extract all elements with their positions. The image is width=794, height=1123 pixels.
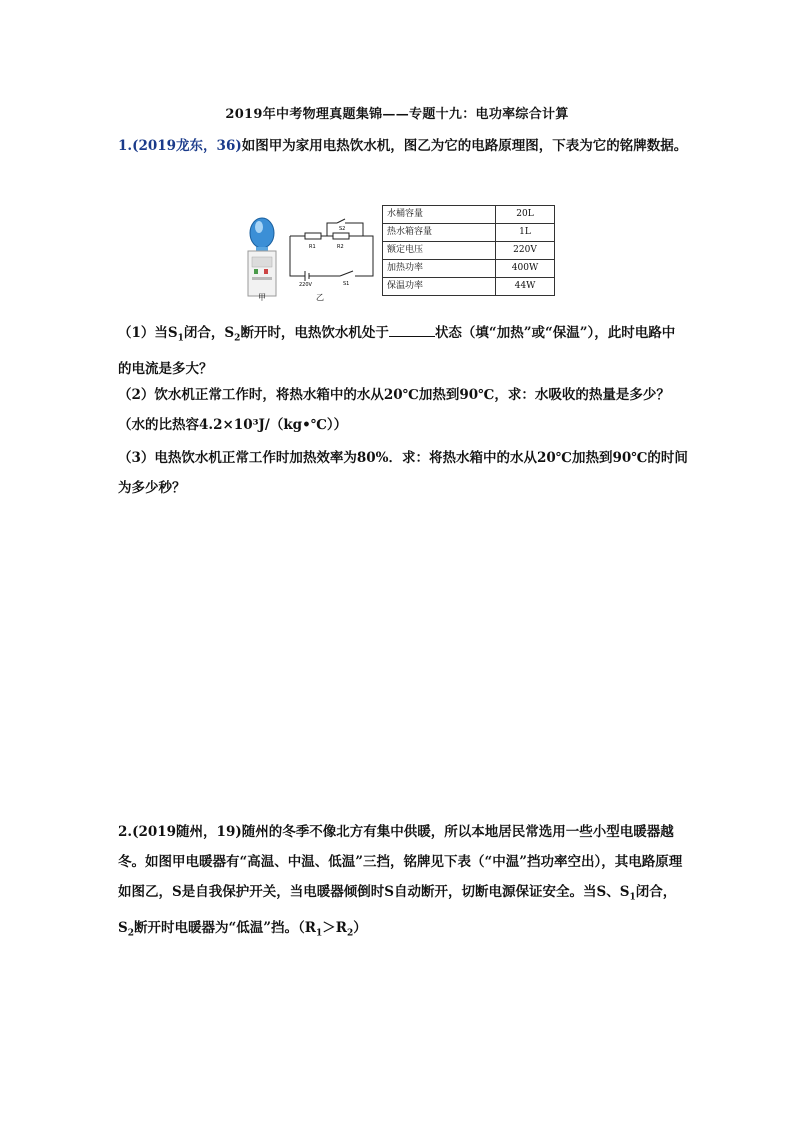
question-1-intro	[118, 131, 688, 161]
figure-label-jia: 甲	[258, 293, 266, 302]
table-row: 额定电压 220V	[383, 242, 555, 260]
figure-label-yi: 乙	[316, 293, 324, 302]
table-row: 保温功率 44W	[383, 278, 555, 296]
label-voltage: 220V	[299, 282, 312, 288]
question-1-part-3: （3）电热饮水机正常工作时加热效率为80%．求：将热水箱中的水从20℃加热到90℃的时间为多少秒？	[118, 450, 688, 496]
question-2-source: (2019随州，19)	[132, 824, 242, 840]
label-r2: R2	[337, 244, 344, 250]
question-1-part-2: （2）饮水机正常工作时，将热水箱中的水从20℃加热到90℃，求：水吸收的热量是多少？ （水的比热容4.2×10³J/（kg•℃））	[118, 387, 670, 433]
table-row: 水桶容量 20L	[383, 206, 555, 224]
nameplate-table	[382, 205, 555, 296]
question-1-part-1: （1）当$S_1$闭合，$S_2$断开时，电热饮水机处于 状态（填“加热”或“保温”），此时电路中的电流是多大？	[118, 318, 688, 384]
label-s2: S2	[339, 226, 346, 232]
circuit-diagram	[285, 218, 380, 293]
question-1-number: 1.	[118, 138, 133, 154]
table-row: 加热功率 400W	[383, 260, 555, 278]
table-row: 热水箱容量 1L	[383, 224, 555, 242]
water-dispenser-figure	[240, 213, 280, 303]
label-r1: R1	[309, 244, 316, 250]
answer-blank	[389, 322, 435, 337]
label-s1: S1	[343, 281, 350, 287]
question-1-text: 如图甲为家用电热饮水机，图乙为它的电路原理图，下表为它的铭牌数据。	[241, 138, 688, 154]
question-1-source: (2019龙东，36)	[132, 138, 242, 154]
question-2-number: 2.	[118, 824, 133, 840]
page-title: 2019年中考物理真题集锦——专题十九：电功率综合计算	[225, 107, 569, 122]
question-2-text: 2.(2019随州，19)随州的冬季不像北方有集中供暖，所以本地居民常选用一些小型电暖器越冬。如图甲电暖器有“高温、中温、低温”三挡，铭牌见下表（“中温”挡功率空出），其电路原理如图乙，S是自我保护开关，当电暖器倾倒时S自动断开，切断电源保证安全。当S、$S_1$闭合，$S_2$断开时电暖器为“低温”挡。$(R_1>R_2)$	[118, 824, 683, 939]
